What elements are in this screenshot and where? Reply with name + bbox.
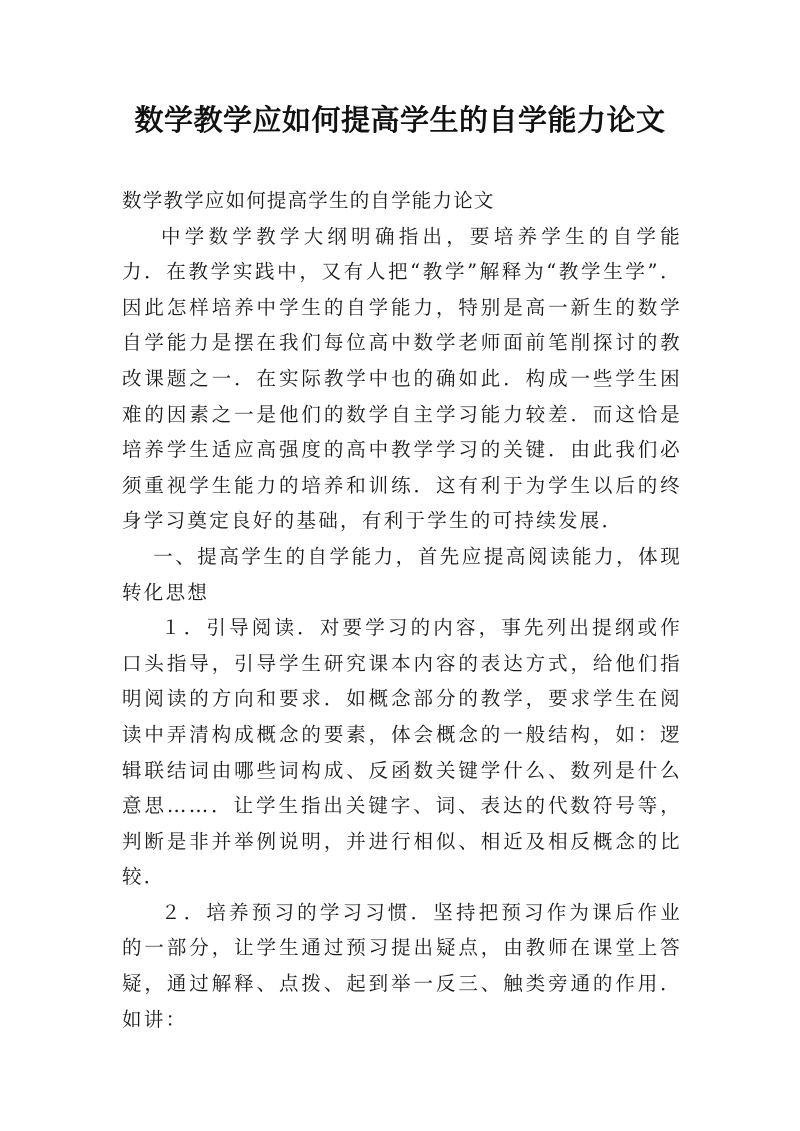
document-body	[122, 183, 682, 1037]
intro-paragraph: 中学数学教学大纲明确指出，要培养学生的自学能力．在教学实践中，又有人把“教学”解释为“教学生学”．因此怎样培养中学生的自学能力，特别是高一新生的数学自学能力是摆在我们每位高中数学老师面前笔削探讨的教改课题之一．在实际教学中也的确如此．构成一些学生困难的因素之一是他们的数学自主学习能力较差．而这恰是培养学生适应高强度的高中教学学习的关键．由此我们必须重视学生能力的培养和训练．这有利于为学生以后的终身学习奠定良好的基础，有利于学生的可持续发展．	[122, 224, 682, 533]
document-title: 数学教学应如何提高学生的自学能力论文	[134, 103, 666, 137]
subtitle-paragraph: 数学教学应如何提高学生的自学能力论文	[122, 189, 495, 212]
point-2-paragraph: ２．培养预习的学习习惯．坚持把预习作为课后作业的一部分，让学生通过预习提出疑点，由教师在课堂上答疑，通过解释、点拨、起到举一反三、触类旁通的作用．如讲：	[122, 900, 682, 1031]
section-heading-1: 一、提高学生的自学能力，首先应提高阅读能力，体现转化思想	[122, 544, 682, 604]
point-1-paragraph: １．引导阅读．对要学习的内容，事先列出提纲或作口头指导，引导学生研究课本内容的表达方式，给他们指明阅读的方向和要求．如概念部分的教学，要求学生在阅读中弄清构成概念的要素，体会概念的一般结构，如：逻辑联结词由哪些词构成、反函数关键学什么、数列是什么意思……．让学生指出关键字、词、表达的代数符号等，判断是非并举例说明，并进行相似、相近及相反概念的比较．	[122, 616, 682, 889]
